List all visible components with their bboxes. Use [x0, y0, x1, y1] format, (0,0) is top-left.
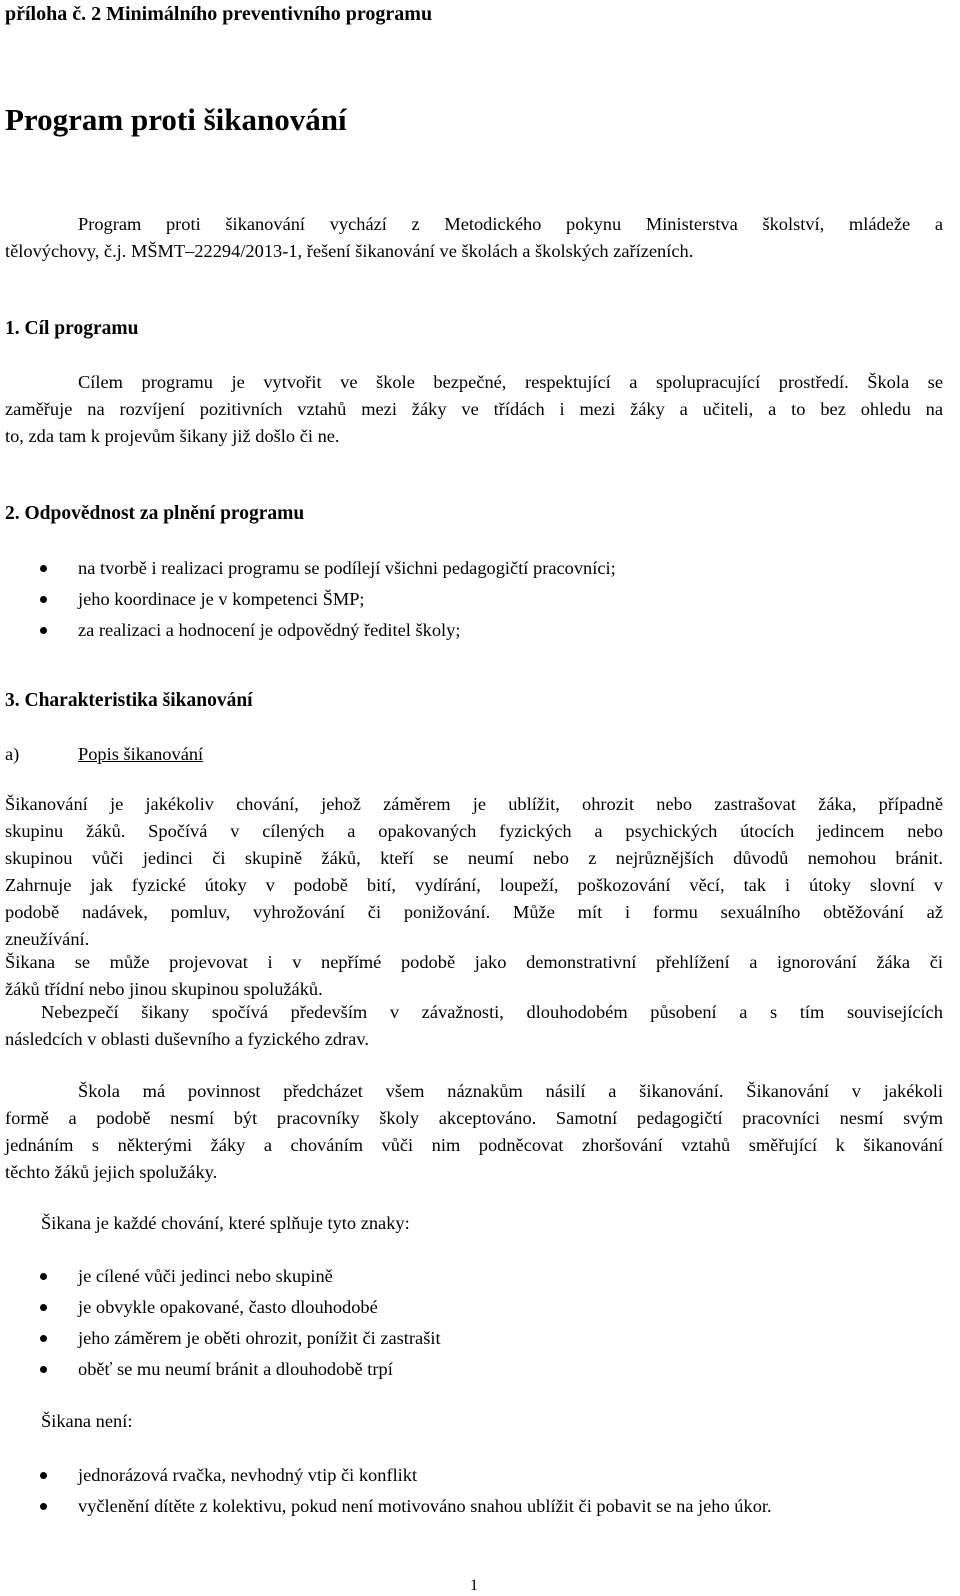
description-line: podobě nadávek, pomluv, vyhrožování či ponižování. Může mít i formu sexuálního obtěžování až — [5, 902, 943, 922]
bullet-icon — [40, 627, 47, 634]
page-title: Program proti šikanování — [5, 102, 347, 137]
responsibility-item: jeho koordinace je v kompetenci ŠMP; — [78, 589, 365, 609]
bullet-icon — [40, 1472, 47, 1479]
section-1-line-2: zaměřuje na rozvíjení pozitivních vztahů mezi žáky ve třídách i mezi žáky a učiteli, a to bez ohledu na — [5, 399, 943, 419]
section-3-heading: 3. Charakteristika šikanování — [5, 690, 253, 711]
not-bullying-intro: Šikana není: — [41, 1411, 133, 1431]
description-line: Šikanování je jakékoliv chování, jehož záměrem je ublížit, ohrozit nebo zastrašovat žáka, případně — [5, 794, 943, 814]
bullet-icon — [40, 1273, 47, 1280]
school-duty-line: těchto žáků jejich spolužáky. — [5, 1162, 218, 1182]
intro-line-2: tělovýchovy, č.j. MŠMT–22294/2013-1, řešení šikanování ve školách a školských zařízeních. — [5, 241, 694, 261]
bullying-sign-item: oběť se mu neumí bránit a dlouhodobě trpí — [78, 1359, 393, 1379]
description-line: skupinou vůči jedinci či skupině žáků, kteří se neumí nebo z nejrůznějších důvodů nemohou bránit. — [5, 848, 943, 868]
responsibility-item: za realizaci a hodnocení je odpovědný ředitel školy; — [78, 620, 461, 640]
description-line: zneužívání. — [5, 929, 90, 949]
school-duty-line: jednáním s některými žáky a chováním vůči nim podněcovat zhoršování vztahů směřující k šikanování — [5, 1135, 943, 1155]
bullying-sign-item: jeho záměrem je oběti ohrozit, ponížit či zastrašit — [78, 1328, 441, 1348]
description-line: Nebezpečí šikany spočívá především v závažnosti, dlouhodobém působení a s tím souvisejících — [41, 1002, 943, 1022]
section-2-heading: 2. Odpovědnost za plnění programu — [5, 503, 305, 524]
intro-line-1: Program proti šikanování vychází z Metodického pokynu Ministerstva školství, mládeže a — [78, 214, 943, 234]
signs-intro: Šikana je každé chování, které splňuje tyto znaky: — [41, 1213, 410, 1233]
section-1-heading: 1. Cíl programu — [5, 318, 139, 339]
annex-label: příloha č. 2 Minimálního preventivního programu — [5, 3, 433, 25]
bullet-icon — [40, 1503, 47, 1510]
subsection-marker: a) — [5, 744, 20, 764]
page-number: 1 — [470, 1577, 478, 1594]
not-bullying-item: jednorázová rvačka, nevhodný vtip či konflikt — [78, 1465, 418, 1485]
bullet-icon — [40, 1335, 47, 1342]
bullet-icon — [40, 1304, 47, 1311]
subsection-title: Popis šikanování — [78, 744, 204, 764]
bullying-sign-item: je cílené vůči jedinci nebo skupině — [78, 1266, 333, 1286]
bullet-icon — [40, 1366, 47, 1373]
bullet-icon — [40, 565, 47, 572]
bullet-icon — [40, 596, 47, 603]
section-1-line-1: Cílem programu je vytvořit ve škole bezpečné, respektující a spolupracující prostředí. Škola se — [78, 372, 943, 392]
description-line: následcích v oblasti duševního a fyzického zdrav. — [5, 1029, 369, 1049]
description-line: skupinu žáků. Spočívá v cílených a opakovaných fyzických a psychických útocích jedincem nebo — [5, 821, 943, 841]
school-duty-line: Škola má povinnost předcházet všem náznakům násilí a šikanování. Šikanování v jakékoli — [78, 1081, 943, 1101]
description-line: Zahrnuje jak fyzické útoky v podobě bití, vydírání, loupeží, poškozování věcí, tak i útoky slovní v — [5, 875, 943, 895]
bullying-sign-item: je obvykle opakované, často dlouhodobé — [78, 1297, 378, 1317]
section-1-line-3: to, zda tam k projevům šikany již došlo či ne. — [5, 426, 340, 446]
school-duty-line: formě a podobě nesmí být pracovníky školy akceptováno. Samotní pedagogičtí pracovníci nesmí svým — [5, 1108, 943, 1128]
responsibility-item: na tvorbě i realizaci programu se podílejí všichni pedagogičtí pracovníci; — [78, 558, 616, 578]
not-bullying-item: vyčlenění dítěte z kolektivu, pokud není motivováno snahou ublížit či pobavit se na jeho úkor. — [78, 1496, 772, 1516]
description-line: žáků třídní nebo jinou skupinou spolužáků. — [5, 979, 323, 999]
description-line: Šikana se může projevovat i v nepřímé podobě jako demonstrativní přehlížení a ignorování žáka či — [5, 952, 943, 972]
